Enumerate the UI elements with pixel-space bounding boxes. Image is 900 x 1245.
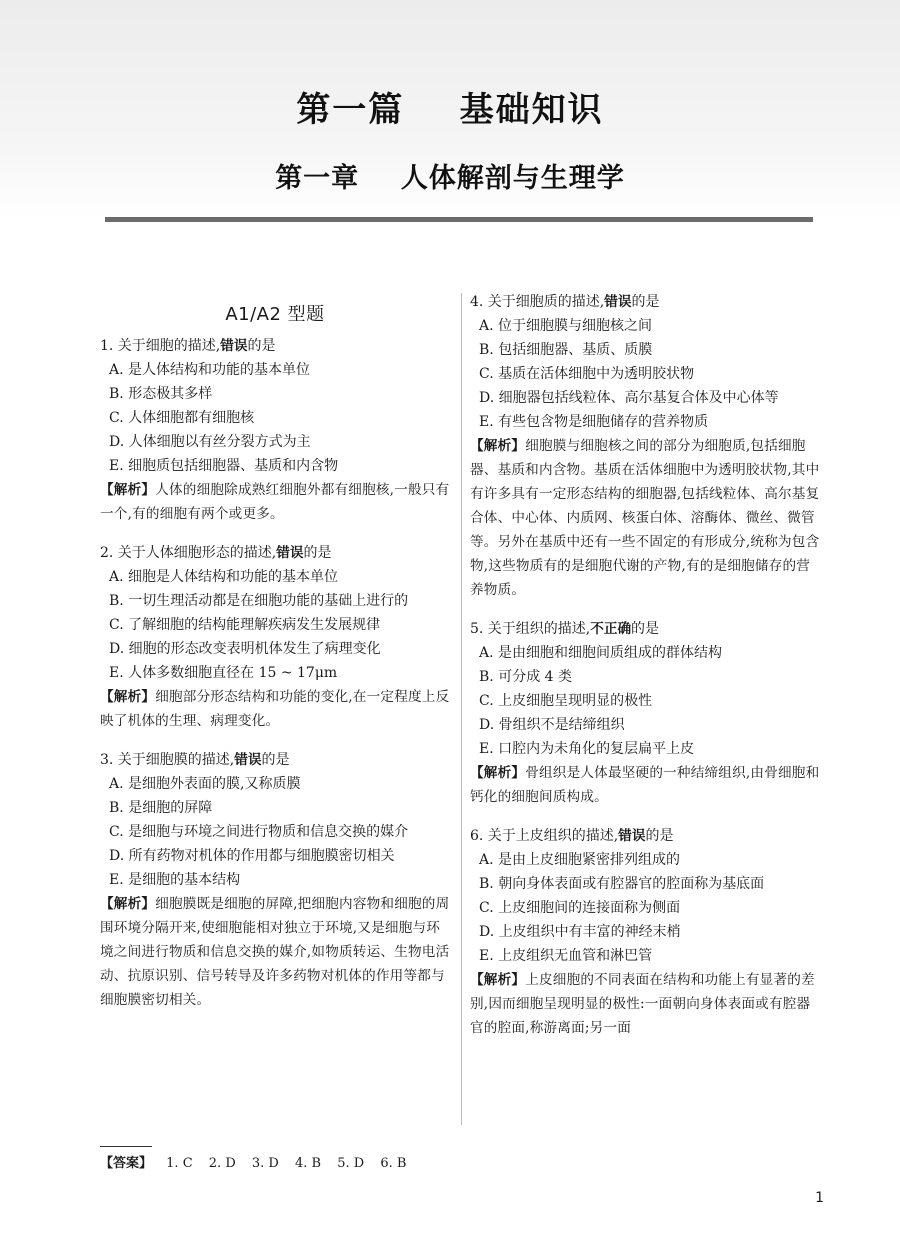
option-item: A. 是细胞外表面的膜,又称质膜 (109, 776, 301, 792)
option-item: C. 了解细胞的结构能理解疾病发生发展规律 (109, 617, 381, 633)
explanation-text: 细胞膜与细胞核之间的部分为细胞质,包括细胞器、基质和内含物。基质在活体细胞中为透明胶状物,其中有许多具有一定形态结构的细胞器,包括线粒体、高尔基复合体、中心体、内质网、核蛋白体、溶酶体、微丝、微管等。另外在基质中还有一些不固定的有形成分,统称为包含物,这些物质有的是细胞代谢的产物,有的是细胞储存的营养物质。 (470, 438, 820, 598)
option-list (470, 641, 820, 761)
option-item: E. 口腔内为未角化的复层扁平上皮 (479, 741, 695, 757)
option-list (100, 358, 450, 478)
option-item: A. 是由上皮细胞紧密排列组成的 (479, 852, 681, 868)
answer-key-label: 【答案】 (100, 1156, 153, 1171)
option-item: C. 上皮细胞呈现明显的极性 (479, 693, 653, 709)
question-5 (470, 617, 820, 809)
explanation-label: 【解析】 (470, 765, 526, 781)
option-item: A. 是人体结构和功能的基本单位 (109, 362, 311, 378)
question-stem (470, 824, 820, 848)
question-6 (470, 824, 820, 1040)
explanation-label: 【解析】 (470, 438, 526, 454)
answer-item: 5. D (337, 1156, 365, 1171)
option-item: B. 可分成 4 类 (479, 669, 572, 685)
stem-text: 1. 关于细胞的描述, (100, 338, 221, 354)
option-item: E. 上皮组织无血管和淋巴管 (479, 948, 653, 964)
question-4 (470, 290, 820, 602)
stem-text: 2. 关于人体细胞形态的描述, (100, 545, 277, 561)
option-item: D. 上皮组织中有丰富的神经末梢 (479, 924, 681, 940)
option-item: B. 一切生理活动都是在细胞功能的基础上进行的 (109, 593, 409, 609)
explanation-label: 【解析】 (100, 482, 156, 498)
option-item: A. 位于细胞膜与细胞核之间 (479, 318, 653, 334)
answer-item: 4. B (295, 1156, 322, 1171)
option-item: D. 人体细胞以有丝分裂方式为主 (109, 434, 311, 450)
section-title: A1/A2 型题 (225, 304, 325, 325)
answer-key (100, 1152, 418, 1176)
explanation (100, 478, 450, 526)
stem-text: 4. 关于细胞质的描述, (470, 294, 605, 310)
stem-text: 的是 (247, 338, 276, 354)
option-list (100, 772, 450, 892)
explanation-label: 【解析】 (100, 689, 156, 705)
question-stem (470, 617, 820, 641)
option-list (470, 314, 820, 434)
option-item: C. 人体细胞都有细胞核 (109, 410, 255, 426)
stem-text: 的是 (261, 752, 290, 768)
explanation-label: 【解析】 (470, 972, 526, 988)
explanation-text: 骨组织是人体最坚硬的一种结缔组织,由骨细胞和钙化的细胞间质构成。 (470, 765, 820, 805)
stem-text: 3. 关于细胞膜的描述, (100, 752, 235, 768)
option-item: E. 细胞质包括细胞器、基质和内含物 (109, 458, 339, 474)
answer-item: 2. D (208, 1156, 236, 1171)
stem-text: 6. 关于上皮组织的描述, (470, 828, 619, 844)
right-column (470, 290, 820, 1055)
option-item: A. 是由细胞和细胞间质组成的群体结构 (479, 645, 723, 661)
option-item: E. 是细胞的基本结构 (109, 872, 241, 888)
explanation-text: 上皮细胞的不同表面在结构和功能上有显著的差别,因而细胞呈现明显的极性:一面朝向身体表面或有腔器官的腔面,称游离面;另一面 (470, 972, 815, 1036)
option-item: D. 骨组织不是结缔组织 (479, 717, 625, 733)
option-list (470, 848, 820, 968)
option-item: E. 人体多数细胞直径在 15 ~ 17μm (109, 665, 338, 681)
question-3 (100, 748, 450, 1012)
question-1 (100, 334, 450, 526)
explanation (470, 434, 820, 602)
option-item: C. 上皮细胞间的连接面称为侧面 (479, 900, 681, 916)
option-item: E. 有些包含物是细胞储存的营养物质 (479, 414, 709, 430)
option-item: D. 所有药物对机体的作用都与细胞膜密切相关 (109, 848, 395, 864)
option-item: C. 基质在活体细胞中为透明胶状物 (479, 366, 695, 382)
stem-text: 的是 (645, 828, 674, 844)
explanation (470, 761, 820, 809)
stem-emphasis: 错误 (618, 828, 646, 844)
stem-emphasis: 错误 (276, 545, 304, 561)
option-item: D. 细胞器包括线粒体、高尔基复合体及中心体等 (479, 390, 779, 406)
column-divider (461, 293, 462, 1125)
stem-text: 的是 (631, 294, 660, 310)
answer-item: 6. B (380, 1156, 407, 1171)
option-item: A. 细胞是人体结构和功能的基本单位 (109, 569, 339, 585)
option-item: B. 形态极其多样 (109, 386, 213, 402)
option-item: B. 是细胞的屏障 (109, 800, 213, 816)
explanation (100, 685, 450, 733)
stem-text: 5. 关于组织的描述, (470, 621, 591, 637)
explanation (470, 968, 820, 1040)
option-item: B. 包括细胞器、基质、质膜 (479, 342, 653, 358)
answer-item: 1. C (166, 1156, 193, 1171)
stem-emphasis: 错误 (604, 294, 632, 310)
header-rule (105, 217, 813, 222)
explanation-text: 细胞部分形态结构和功能的变化,在一定程度上反映了机体的生理、病理变化。 (100, 689, 450, 729)
chapter-title: 第一章 人体解剖与生理学 (275, 163, 625, 194)
option-list (100, 565, 450, 685)
stem-emphasis: 错误 (234, 752, 262, 768)
stem-emphasis: 错误 (220, 338, 248, 354)
part-title: 第一篇 基础知识 (296, 90, 604, 130)
answer-item: 3. D (251, 1156, 279, 1171)
question-stem (100, 748, 450, 772)
question-stem (470, 290, 820, 314)
question-stem (100, 334, 450, 358)
option-item: C. 是细胞与环境之间进行物质和信息交换的媒介 (109, 824, 409, 840)
question-2 (100, 541, 450, 733)
stem-text: 的是 (631, 621, 660, 637)
explanation (100, 892, 450, 1012)
question-stem (100, 541, 450, 565)
stem-text: 的是 (303, 545, 332, 561)
explanation-label: 【解析】 (100, 896, 156, 912)
answers-rule (100, 1146, 152, 1147)
explanation-text: 细胞膜既是细胞的屏障,把细胞内容物和细胞的周围环境分隔开来,使细胞能相对独立于环境,又是细胞与环境之间进行物质和信息交换的媒介,如物质转运、生物电活动、抗原识别、信号转导及许多药物对机体的作用等都与细胞膜密切相关。 (100, 896, 450, 1008)
option-item: B. 朝向身体表面或有腔器官的腔面称为基底面 (479, 876, 765, 892)
explanation-text: 人体的细胞除成熟红细胞外都有细胞核,一般只有一个,有的细胞有两个或更多。 (100, 482, 450, 522)
page-number: 1 (815, 1190, 824, 1206)
stem-emphasis: 不正确 (590, 621, 632, 637)
left-column (100, 290, 450, 1027)
option-item: D. 细胞的形态改变表明机体发生了病理变化 (109, 641, 381, 657)
